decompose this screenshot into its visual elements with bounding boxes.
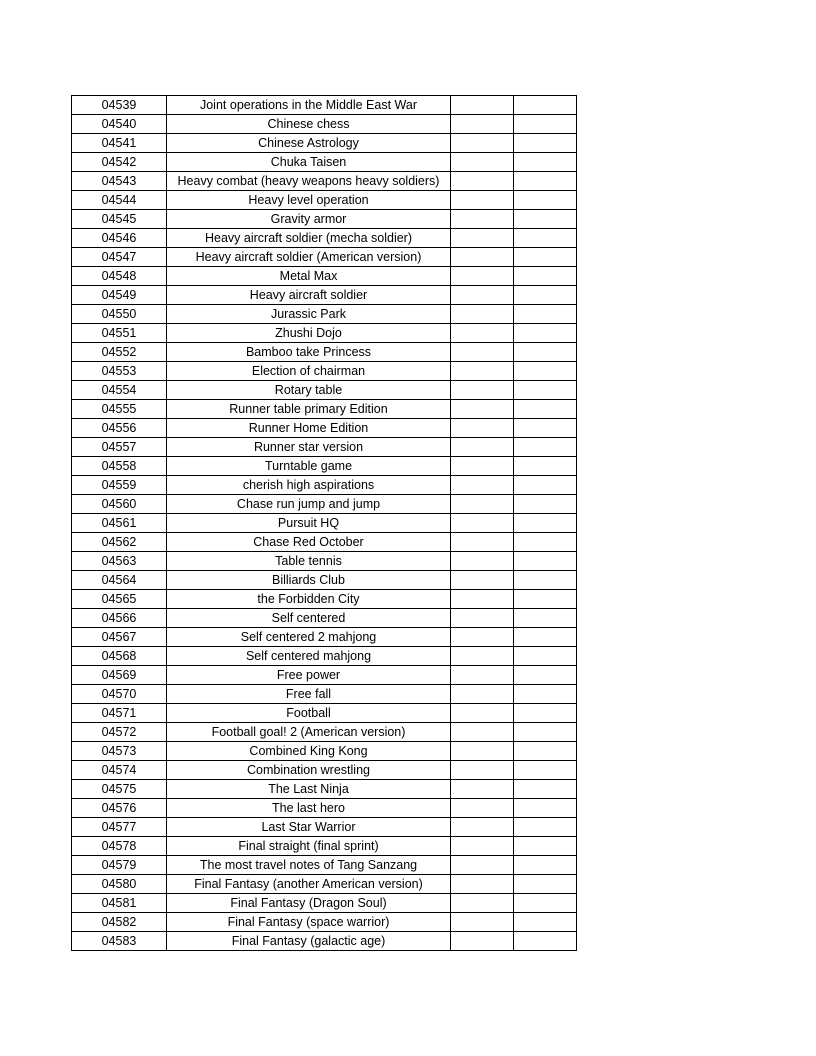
- table-row: [72, 191, 577, 210]
- cell-blank-1: [451, 761, 514, 780]
- cell-title: Chinese Astrology: [167, 134, 451, 153]
- cell-blank-1: [451, 647, 514, 666]
- cell-title: the Forbidden City: [167, 590, 451, 609]
- cell-id: 04549: [72, 286, 167, 305]
- cell-id: 04548: [72, 267, 167, 286]
- table-row: [72, 286, 577, 305]
- table-row: [72, 818, 577, 837]
- table-row: [72, 894, 577, 913]
- cell-blank-1: [451, 837, 514, 856]
- cell-blank-1: [451, 229, 514, 248]
- cell-title: Final straight (final sprint): [167, 837, 451, 856]
- cell-blank-2: [514, 210, 577, 229]
- table-row: [72, 362, 577, 381]
- table-row: [72, 495, 577, 514]
- cell-blank-2: [514, 286, 577, 305]
- cell-id: 04552: [72, 343, 167, 362]
- cell-title: The most travel notes of Tang Sanzang: [167, 856, 451, 875]
- cell-blank-1: [451, 210, 514, 229]
- cell-title: Pursuit HQ: [167, 514, 451, 533]
- cell-title: Final Fantasy (another American version): [167, 875, 451, 894]
- cell-blank-2: [514, 324, 577, 343]
- table-row: [72, 153, 577, 172]
- cell-id: 04547: [72, 248, 167, 267]
- table-row: [72, 723, 577, 742]
- cell-blank-2: [514, 400, 577, 419]
- cell-blank-2: [514, 96, 577, 115]
- cell-id: 04567: [72, 628, 167, 647]
- cell-id: 04561: [72, 514, 167, 533]
- cell-blank-2: [514, 590, 577, 609]
- cell-blank-2: [514, 894, 577, 913]
- cell-blank-1: [451, 704, 514, 723]
- cell-title: Heavy aircraft soldier (mecha soldier): [167, 229, 451, 248]
- cell-id: 04556: [72, 419, 167, 438]
- table-row: [72, 514, 577, 533]
- cell-title: Chinese chess: [167, 115, 451, 134]
- cell-title: Free fall: [167, 685, 451, 704]
- cell-blank-1: [451, 685, 514, 704]
- table-row: [72, 590, 577, 609]
- cell-id: 04545: [72, 210, 167, 229]
- cell-blank-2: [514, 780, 577, 799]
- table-row: [72, 799, 577, 818]
- table-row: [72, 647, 577, 666]
- cell-id: 04553: [72, 362, 167, 381]
- cell-id: 04577: [72, 818, 167, 837]
- table-row: [72, 571, 577, 590]
- cell-title: Free power: [167, 666, 451, 685]
- cell-blank-1: [451, 666, 514, 685]
- cell-blank-1: [451, 723, 514, 742]
- cell-title: Jurassic Park: [167, 305, 451, 324]
- table-row: [72, 533, 577, 552]
- table-row: [72, 229, 577, 248]
- table-row: [72, 267, 577, 286]
- cell-id: 04546: [72, 229, 167, 248]
- cell-blank-1: [451, 248, 514, 267]
- cell-blank-1: [451, 134, 514, 153]
- cell-blank-1: [451, 457, 514, 476]
- cell-blank-1: [451, 343, 514, 362]
- table-row: [72, 628, 577, 647]
- cell-id: 04543: [72, 172, 167, 191]
- cell-title: Runner Home Edition: [167, 419, 451, 438]
- cell-blank-1: [451, 856, 514, 875]
- cell-blank-1: [451, 267, 514, 286]
- cell-title: Runner star version: [167, 438, 451, 457]
- cell-blank-2: [514, 875, 577, 894]
- table-row: [72, 172, 577, 191]
- cell-id: 04578: [72, 837, 167, 856]
- cell-title: Football: [167, 704, 451, 723]
- cell-blank-1: [451, 438, 514, 457]
- cell-id: 04559: [72, 476, 167, 495]
- table-row: [72, 134, 577, 153]
- cell-blank-1: [451, 115, 514, 134]
- table-row: [72, 324, 577, 343]
- cell-blank-2: [514, 381, 577, 400]
- cell-title: Metal Max: [167, 267, 451, 286]
- cell-blank-2: [514, 932, 577, 951]
- cell-title: Billiards Club: [167, 571, 451, 590]
- cell-blank-1: [451, 609, 514, 628]
- table-row: [72, 742, 577, 761]
- cell-blank-1: [451, 495, 514, 514]
- cell-blank-2: [514, 552, 577, 571]
- cell-id: 04539: [72, 96, 167, 115]
- table-row: [72, 780, 577, 799]
- cell-id: 04542: [72, 153, 167, 172]
- cell-blank-2: [514, 172, 577, 191]
- table-row: [72, 210, 577, 229]
- table-row: [72, 305, 577, 324]
- cell-blank-2: [514, 343, 577, 362]
- cell-id: 04562: [72, 533, 167, 552]
- cell-blank-2: [514, 913, 577, 932]
- cell-id: 04576: [72, 799, 167, 818]
- cell-blank-2: [514, 191, 577, 210]
- cell-id: 04565: [72, 590, 167, 609]
- cell-id: 04566: [72, 609, 167, 628]
- cell-blank-2: [514, 457, 577, 476]
- cell-title: Zhushi Dojo: [167, 324, 451, 343]
- cell-blank-2: [514, 248, 577, 267]
- cell-blank-1: [451, 913, 514, 932]
- table-row: [72, 96, 577, 115]
- cell-title: Combined King Kong: [167, 742, 451, 761]
- cell-title: cherish high aspirations: [167, 476, 451, 495]
- table-row: [72, 438, 577, 457]
- cell-id: 04581: [72, 894, 167, 913]
- cell-title: Heavy aircraft soldier (American version): [167, 248, 451, 267]
- cell-blank-2: [514, 685, 577, 704]
- cell-id: 04575: [72, 780, 167, 799]
- cell-title: Gravity armor: [167, 210, 451, 229]
- cell-blank-2: [514, 476, 577, 495]
- cell-id: 04564: [72, 571, 167, 590]
- cell-title: The last hero: [167, 799, 451, 818]
- cell-id: 04558: [72, 457, 167, 476]
- cell-blank-1: [451, 894, 514, 913]
- cell-blank-2: [514, 799, 577, 818]
- cell-id: 04573: [72, 742, 167, 761]
- cell-title: Heavy combat (heavy weapons heavy soldiers): [167, 172, 451, 191]
- table-row: [72, 248, 577, 267]
- cell-blank-1: [451, 590, 514, 609]
- cell-blank-2: [514, 704, 577, 723]
- cell-blank-2: [514, 723, 577, 742]
- cell-title: Self centered mahjong: [167, 647, 451, 666]
- cell-blank-2: [514, 571, 577, 590]
- cell-id: 04550: [72, 305, 167, 324]
- table-row: [72, 609, 577, 628]
- cell-blank-1: [451, 875, 514, 894]
- cell-title: Table tennis: [167, 552, 451, 571]
- table-row: [72, 932, 577, 951]
- cell-blank-1: [451, 172, 514, 191]
- cell-blank-2: [514, 305, 577, 324]
- cell-id: 04579: [72, 856, 167, 875]
- cell-title: Self centered 2 mahjong: [167, 628, 451, 647]
- cell-id: 04555: [72, 400, 167, 419]
- cell-id: 04557: [72, 438, 167, 457]
- cell-id: 04554: [72, 381, 167, 400]
- cell-id: 04560: [72, 495, 167, 514]
- cell-blank-1: [451, 533, 514, 552]
- cell-title: Final Fantasy (space warrior): [167, 913, 451, 932]
- cell-title: Joint operations in the Middle East War: [167, 96, 451, 115]
- table-row: [72, 666, 577, 685]
- cell-title: Chase run jump and jump: [167, 495, 451, 514]
- cell-blank-1: [451, 191, 514, 210]
- cell-blank-1: [451, 514, 514, 533]
- table-row: [72, 761, 577, 780]
- table-row: [72, 419, 577, 438]
- cell-blank-1: [451, 419, 514, 438]
- cell-blank-2: [514, 818, 577, 837]
- cell-blank-1: [451, 628, 514, 647]
- cell-blank-1: [451, 552, 514, 571]
- cell-blank-2: [514, 609, 577, 628]
- cell-blank-2: [514, 533, 577, 552]
- cell-id: 04580: [72, 875, 167, 894]
- table-row: [72, 400, 577, 419]
- cell-id: 04568: [72, 647, 167, 666]
- cell-blank-1: [451, 476, 514, 495]
- cell-blank-2: [514, 153, 577, 172]
- cell-blank-1: [451, 324, 514, 343]
- cell-id: 04544: [72, 191, 167, 210]
- cell-blank-2: [514, 267, 577, 286]
- cell-blank-2: [514, 419, 577, 438]
- table-row: [72, 115, 577, 134]
- cell-blank-2: [514, 837, 577, 856]
- cell-id: 04571: [72, 704, 167, 723]
- cell-blank-1: [451, 818, 514, 837]
- cell-blank-1: [451, 153, 514, 172]
- cell-blank-2: [514, 229, 577, 248]
- cell-blank-2: [514, 362, 577, 381]
- cell-id: 04563: [72, 552, 167, 571]
- table-row: [72, 343, 577, 362]
- cell-blank-1: [451, 362, 514, 381]
- cell-blank-2: [514, 666, 577, 685]
- cell-id: 04583: [72, 932, 167, 951]
- cell-id: 04551: [72, 324, 167, 343]
- cell-blank-2: [514, 134, 577, 153]
- cell-title: Final Fantasy (galactic age): [167, 932, 451, 951]
- cell-title: Self centered: [167, 609, 451, 628]
- cell-title: Rotary table: [167, 381, 451, 400]
- cell-blank-2: [514, 438, 577, 457]
- cell-id: 04570: [72, 685, 167, 704]
- cell-blank-2: [514, 742, 577, 761]
- cell-blank-1: [451, 742, 514, 761]
- cell-title: Heavy level operation: [167, 191, 451, 210]
- cell-title: Heavy aircraft soldier: [167, 286, 451, 305]
- cell-blank-2: [514, 495, 577, 514]
- cell-id: 04569: [72, 666, 167, 685]
- table-row: [72, 552, 577, 571]
- table-row: [72, 457, 577, 476]
- table-row: [72, 913, 577, 932]
- cell-blank-1: [451, 305, 514, 324]
- cell-title: Chuka Taisen: [167, 153, 451, 172]
- table-row: [72, 685, 577, 704]
- cell-title: Bamboo take Princess: [167, 343, 451, 362]
- cell-title: Final Fantasy (Dragon Soul): [167, 894, 451, 913]
- cell-title: Football goal! 2 (American version): [167, 723, 451, 742]
- cell-id: 04541: [72, 134, 167, 153]
- cell-id: 04582: [72, 913, 167, 932]
- cell-blank-1: [451, 932, 514, 951]
- cell-title: Election of chairman: [167, 362, 451, 381]
- cell-title: The Last Ninja: [167, 780, 451, 799]
- cell-title: Chase Red October: [167, 533, 451, 552]
- table-row: [72, 856, 577, 875]
- cell-blank-1: [451, 780, 514, 799]
- cell-blank-2: [514, 647, 577, 666]
- table-row: [72, 476, 577, 495]
- cell-blank-1: [451, 400, 514, 419]
- cell-id: 04574: [72, 761, 167, 780]
- cell-title: Combination wrestling: [167, 761, 451, 780]
- table-row: [72, 875, 577, 894]
- cell-blank-2: [514, 115, 577, 134]
- table-body: [72, 96, 577, 951]
- cell-id: 04540: [72, 115, 167, 134]
- cell-title: Turntable game: [167, 457, 451, 476]
- cell-blank-2: [514, 628, 577, 647]
- cell-blank-2: [514, 761, 577, 780]
- table-row: [72, 837, 577, 856]
- cell-blank-1: [451, 286, 514, 305]
- cell-blank-2: [514, 514, 577, 533]
- table-row: [72, 381, 577, 400]
- cell-id: 04572: [72, 723, 167, 742]
- table-row: [72, 704, 577, 723]
- cell-title: Runner table primary Edition: [167, 400, 451, 419]
- cell-blank-1: [451, 799, 514, 818]
- cell-blank-1: [451, 381, 514, 400]
- cell-title: Last Star Warrior: [167, 818, 451, 837]
- cell-blank-1: [451, 96, 514, 115]
- cell-blank-1: [451, 571, 514, 590]
- cell-blank-2: [514, 856, 577, 875]
- game-list-table: [71, 95, 577, 951]
